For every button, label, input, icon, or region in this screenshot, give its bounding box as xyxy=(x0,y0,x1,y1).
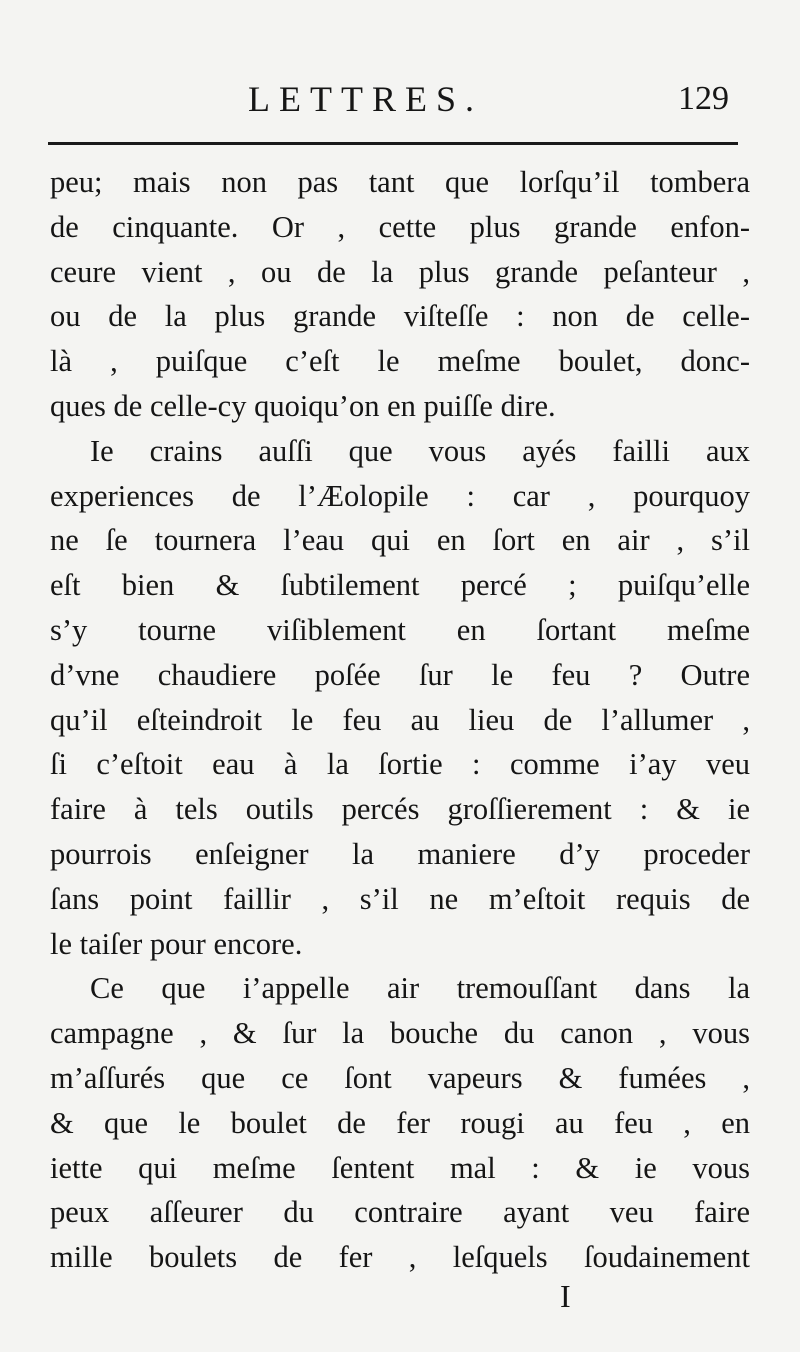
text-line: m’aſſurés que ce ſont vapeurs & fumées , xyxy=(50,1060,750,1095)
text-line: qu’il eſteindroit le feu au lieu de l’allumer , xyxy=(50,702,750,737)
header-rule xyxy=(48,142,738,145)
text-line: experiences de l’Æolopile : car , pourquoy xyxy=(50,478,750,513)
text-line: là , puiſque c’eſt le meſme boulet, donc- xyxy=(50,344,750,379)
text-line: d’vne chaudiere poſée ſur le feu ? Outre xyxy=(50,657,750,692)
text-line: Ie crains auſſi que vous ayés failli aux xyxy=(90,433,750,468)
text-line: campagne , & ſur la bouche du canon , vous xyxy=(50,1016,750,1051)
text-line: mille boulets de fer , leſquels ſoudainement xyxy=(50,1240,750,1275)
signature-mark: I xyxy=(560,1278,571,1314)
text-line: & que le boulet de fer rougi au feu , en xyxy=(50,1105,750,1140)
text-line: ceure vient , ou de la plus grande peſanteur , xyxy=(50,254,750,289)
text-line: ſans point faillir , s’il ne m’eſtoit requis de xyxy=(50,881,750,916)
text-line: Ce que i’appelle air tremouſſant dans la xyxy=(90,971,750,1006)
text-line: ſi c’eſtoit eau à la ſortie : comme i’ay veu xyxy=(50,747,750,782)
page-number: 129 xyxy=(678,80,729,117)
text-line: peu; mais non pas tant que lorſqu’il tombera xyxy=(50,165,750,199)
body-text xyxy=(50,160,750,1280)
text-line: ou de la plus grande viſteſſe : non de celle- xyxy=(50,299,750,334)
text-line: eſt bien & ſubtilement percé ; puiſqu’elle xyxy=(50,568,750,603)
text-line: iette qui meſme ſentent mal : & ie vous xyxy=(50,1150,750,1185)
text-line: le taiſer pour encore. xyxy=(50,926,303,961)
running-title: LETTRES. xyxy=(248,79,483,119)
text-line: peux aſſeurer du contraire ayant veu faire xyxy=(50,1195,750,1230)
text-line: de cinquante. Or , cette plus grande enfon- xyxy=(50,209,750,244)
page-header xyxy=(0,70,800,130)
text-line: ne ſe tournera l’eau qui en ſort en air , s’il xyxy=(50,523,750,558)
text-line: faire à tels outils percés groſſierement : & ie xyxy=(50,792,750,827)
text-line: pourrois enſeigner la maniere d’y proceder xyxy=(50,836,750,871)
text-line: ques de celle-cy quoiqu’on en puiſſe dire. xyxy=(50,388,556,423)
text-line: s’y tourne viſiblement en ſortant meſme xyxy=(50,612,750,647)
